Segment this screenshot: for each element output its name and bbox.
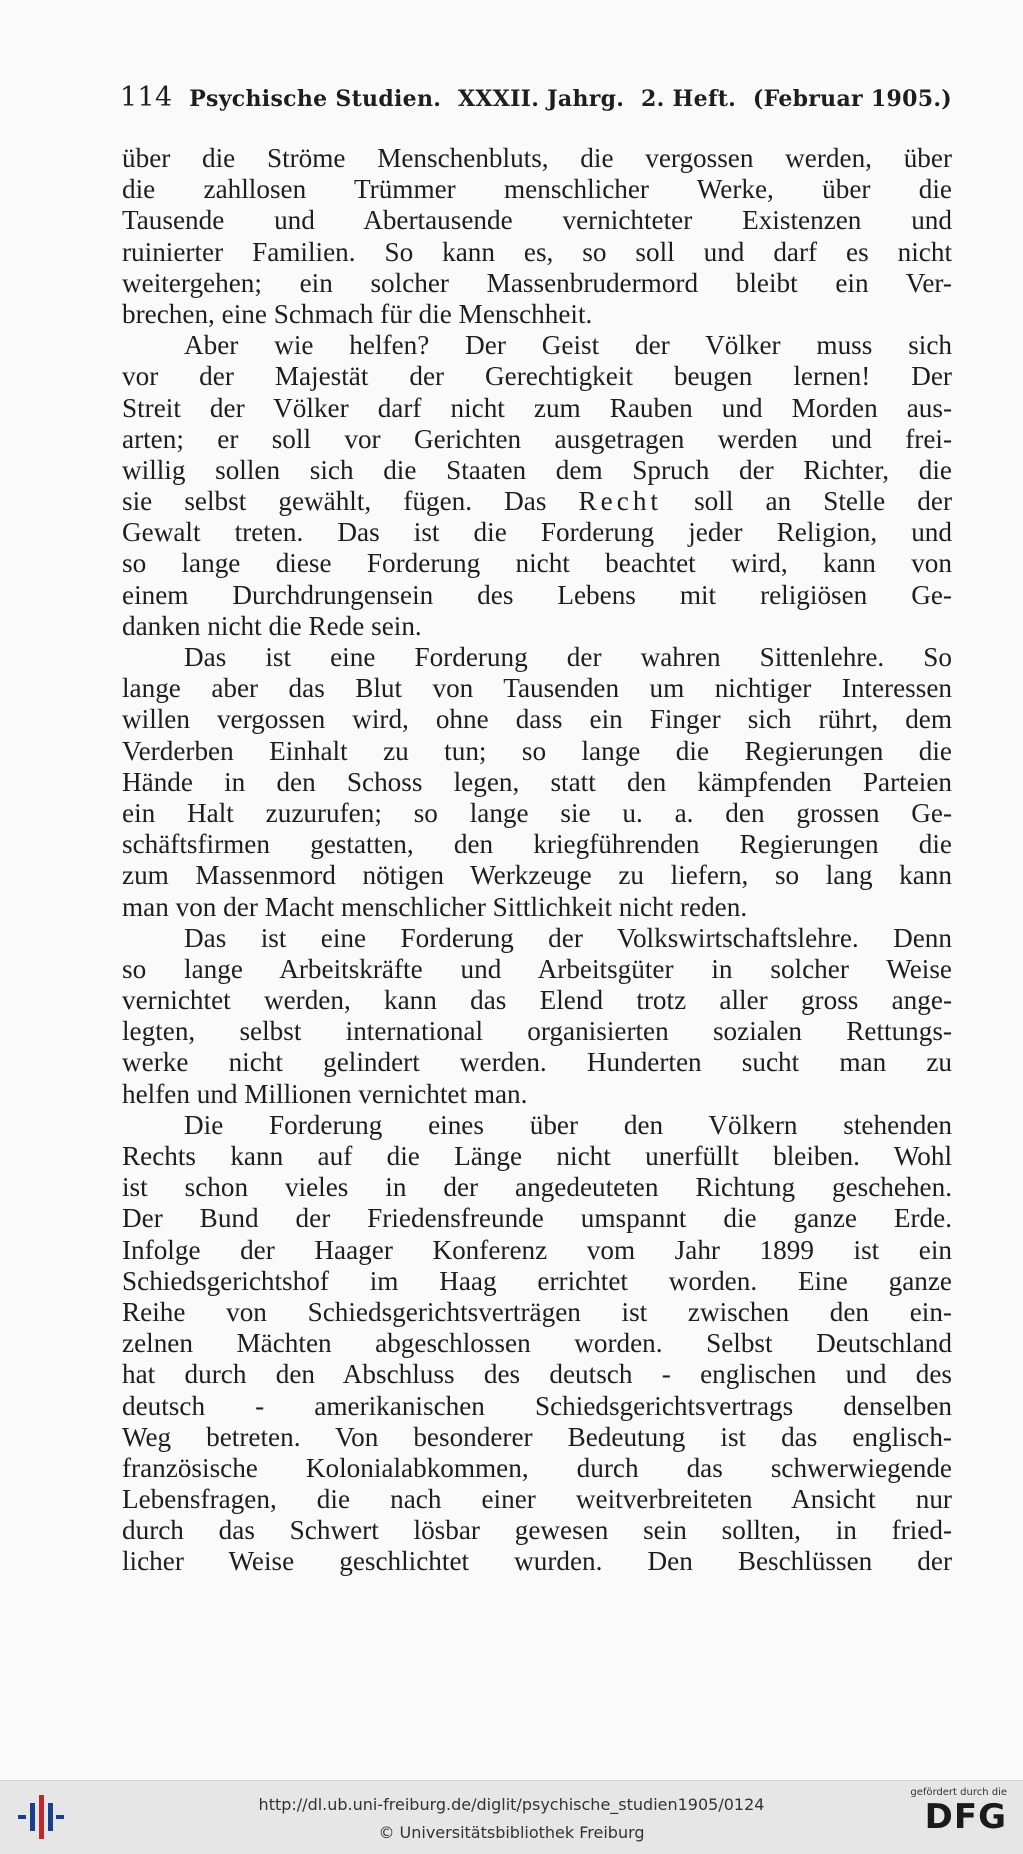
text-line: willen vergossen wird, ohne dass ein Finger sich rührt, dem (122, 704, 952, 735)
issue-date: (Februar 1905.) (752, 86, 952, 112)
text-line: man von der Macht menschlicher Sittlichkeit nicht reden. (122, 891, 748, 922)
text-fragment: sie selbst gewählt, fügen. Das (122, 486, 547, 517)
text-line: weitergehen; ein solcher Massenbrudermord bleibt ein Ver- (122, 267, 952, 298)
text-line: lange aber das Blut von Tausenden um nichtiger Interessen (122, 673, 952, 704)
text-line: Das ist eine Forderung der Volkswirtschaftslehre. Denn (184, 922, 952, 953)
page-number: 114 (120, 82, 173, 113)
text-line: brechen, eine Schmach für die Menschheit. (122, 298, 593, 329)
text-line: Tausende und Abertausende vernichteter Existenzen und (122, 205, 952, 236)
text-line: danken nicht die Rede sein. (122, 610, 422, 641)
dfg-logo (895, 1787, 1007, 1836)
text-line: über die Ströme Menschenbluts, die vergossen werden, über (122, 143, 952, 173)
text-line: durch das Schwert lösbar gewesen sein sollten, in fried- (122, 1515, 952, 1546)
text-line: Hände in den Schoss legen, statt den kämpfenden Parteien (122, 766, 952, 797)
text-line: vor der Majestät der Gerechtigkeit beugen lernen! Der (122, 361, 952, 392)
text-line: zum Massenmord nötigen Werkzeuge zu liefern, so lang kann (122, 860, 952, 891)
text-line: Gewalt treten. Das ist die Forderung jeder Religion, und (122, 517, 952, 548)
viewer-footer (0, 1780, 1023, 1854)
issue-label: 2. Heft. (641, 86, 737, 112)
text-line: so lange Arbeitskräfte und Arbeitsgüter in solcher Weise (122, 953, 952, 984)
text-line: ist schon vieles in der angedeuteten Richtung geschehen. (122, 1172, 952, 1203)
text-line: Der Bund der Friedensfreunde umspannt die ganze Erde. (122, 1203, 952, 1234)
text-line: schäftsfirmen gestatten, den kriegführenden Regierungen die (122, 829, 952, 860)
copyright-notice: © Universitätsbibliothek Freiburg (378, 1823, 645, 1842)
text-line: Reihe von Schiedsgerichtsverträgen ist zwischen den ein- (122, 1296, 952, 1327)
text-line: ruinierter Familien. So kann es, so soll und darf es nicht (122, 236, 952, 267)
text-line (122, 486, 952, 517)
text-line: ein Halt zuzurufen; so lange sie u. a. den grossen Ge- (122, 797, 952, 828)
volume-label: XXXII. Jahrg. (457, 86, 625, 112)
journal-title: Psychische Studien. (189, 86, 442, 112)
text-line: legten, selbst international organisierten sozialen Rettungs- (122, 1016, 952, 1047)
text-line: Weg betreten. Von besonderer Bedeutung ist das englisch- (122, 1421, 952, 1452)
funder-caption: gefördert durch die (910, 1787, 1007, 1798)
text-line: arten; er soll vor Gerichten ausgetragen werden und frei- (122, 423, 952, 454)
text-line: einem Durchdrungensein des Lebens mit religiösen Ge- (122, 579, 952, 610)
dfg-logo-text: DFG (924, 1797, 1007, 1837)
text-line: vernichtet werden, kann das Elend trotz aller gross ange- (122, 985, 952, 1016)
text-line: Infolge der Haager Konferenz vom Jahr 1899 ist ein (122, 1234, 952, 1265)
text-line: Die Forderung eines über den Völkern stehenden (184, 1109, 952, 1140)
body-text (122, 143, 952, 1578)
text-line: die zahllosen Trümmer menschlicher Werke, über die (122, 174, 952, 205)
permalink-url[interactable]: http://dl.ub.uni-freiburg.de/diglit/psychische_studien1905/0124 (258, 1795, 765, 1814)
text-line: Verderben Einhalt zu tun; so lange die Regierungen die (122, 735, 952, 766)
text-line: Das ist eine Forderung der wahren Sittenlehre. So (184, 642, 952, 672)
text-line: Aber wie helfen? Der Geist der Völker muss sich (184, 330, 952, 361)
text-line: hat durch den Abschluss des deutsch - englischen und des (122, 1359, 952, 1390)
emphasized-word: Recht (578, 486, 662, 517)
text-line: zelnen Mächten abgeschlossen worden. Selbst Deutschland (122, 1328, 952, 1359)
text-fragment: soll an Stelle der (694, 486, 953, 517)
text-line: deutsch - amerikanischen Schiedsgerichtsvertrags denselben (122, 1390, 952, 1421)
text-line: so lange diese Forderung nicht beachtet wird, kann von (122, 548, 952, 579)
text-line: willig sollen sich die Staaten dem Spruch der Richter, die (122, 454, 952, 485)
text-line: französische Kolonialabkommen, durch das schwerwiegende (122, 1452, 952, 1483)
text-line: Lebensfragen, die nach einer weitverbreiteten Ansicht nur (122, 1484, 952, 1515)
text-line: licher Weise geschlichtet wurden. Den Beschlüssen der (122, 1546, 952, 1577)
text-line: Rechts kann auf die Länge nicht unerfüllt bleiben. Wohl (122, 1141, 952, 1171)
text-line: werke nicht gelindert werden. Hunderten sucht man zu (122, 1047, 952, 1078)
text-line: Streit der Völker darf nicht zum Rauben und Morden aus- (122, 392, 952, 423)
running-header (120, 82, 952, 113)
text-line: helfen und Millionen vernichtet man. (122, 1078, 528, 1109)
text-line: Schiedsgerichtshof im Haag errichtet worden. Eine ganze (122, 1265, 952, 1296)
